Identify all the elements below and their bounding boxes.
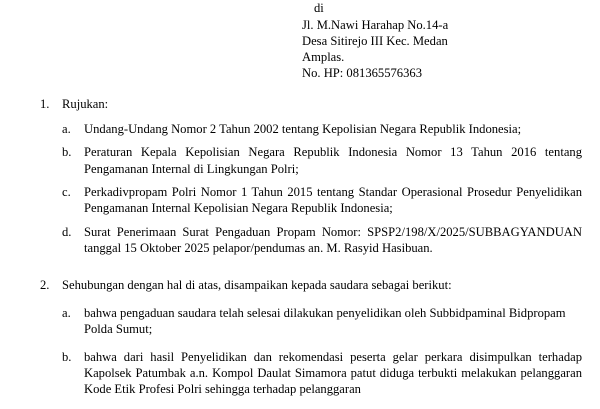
section-2-body [62,277,582,408]
address-line-1: Jl. M.Nawi Harahap No.14-a [302,18,449,33]
list-item [62,349,582,398]
subitem-letter: b. [62,349,72,364]
list-item [62,305,582,338]
list-item [62,144,582,177]
section-1-body [62,96,582,264]
list-item [62,184,582,217]
address-line-3: Amplas. [302,50,345,65]
list-item [62,121,582,137]
section-1-subitems [62,121,582,257]
subitem-text: Surat Penerimaan Surat Pengaduan Propam Nomor: SPSP2/198/X/2025/SUBBAGYANDUAN tanggal 15 Oktober 2025 pelapor/pendumas an. M. Rasyid Hasibuan. [84,224,582,256]
address-line-2: Desa Sitirejo III Kec. Medan [302,34,448,49]
section-1-number: 1. [40,96,50,111]
section-sehubungan [22,277,582,408]
recipient-address-block [302,0,600,82]
section-2-subitems [62,305,582,398]
subitem-letter: b. [62,145,72,160]
list-item [62,224,582,257]
subitem-text: Peraturan Kepala Kepolisian Negara Republik Indonesia Nomor 13 Tahun 2016 tentang Pengamanan Internal di Lingkungan Polri; [84,145,582,176]
address-di-label: di [314,1,324,15]
section-rujukan [22,96,582,264]
subitem-letter: d. [62,224,72,239]
subitem-text: Perkadivpropam Polri Nomor 1 Tahun 2015 tentang Standar Operasional Prosedur Penyelidikan Pengamanan Internal Kepolisian Negara Republik Indonesia; [84,184,582,216]
subitem-letter: c. [62,184,71,199]
subitem-letter: a. [62,305,71,320]
address-phone: No. HP: 081365576363 [302,66,422,81]
subitem-letter: a. [62,121,71,136]
section-2-lead: Sehubungan dengan hal di atas, disampaikan kepada saudara sebagai berikut: [62,278,452,293]
subitem-text: Undang-Undang Nomor 2 Tahun 2002 tentang Kepolisian Negara Republik Indonesia; [84,121,522,136]
section-2-number: 2. [40,278,50,293]
subitem-text: bahwa dari hasil Penyelidikan dan rekomendasi peserta gelar perkara disimpulkan terhadap Kapolsek Patumbak a.n. Kompol Daulat Simamora patut diduga terbukti melakukan pelanggaran Kode Etik Profesi Polri sehingga terhadap pelanggaran [84,349,582,397]
subitem-text: bahwa pengaduan saudara telah selesai dilakukan penyelidikan oleh Subbidpaminal Bidpropam Polda Sumut; [84,305,566,337]
section-1-lead: Rujukan: [62,96,109,111]
